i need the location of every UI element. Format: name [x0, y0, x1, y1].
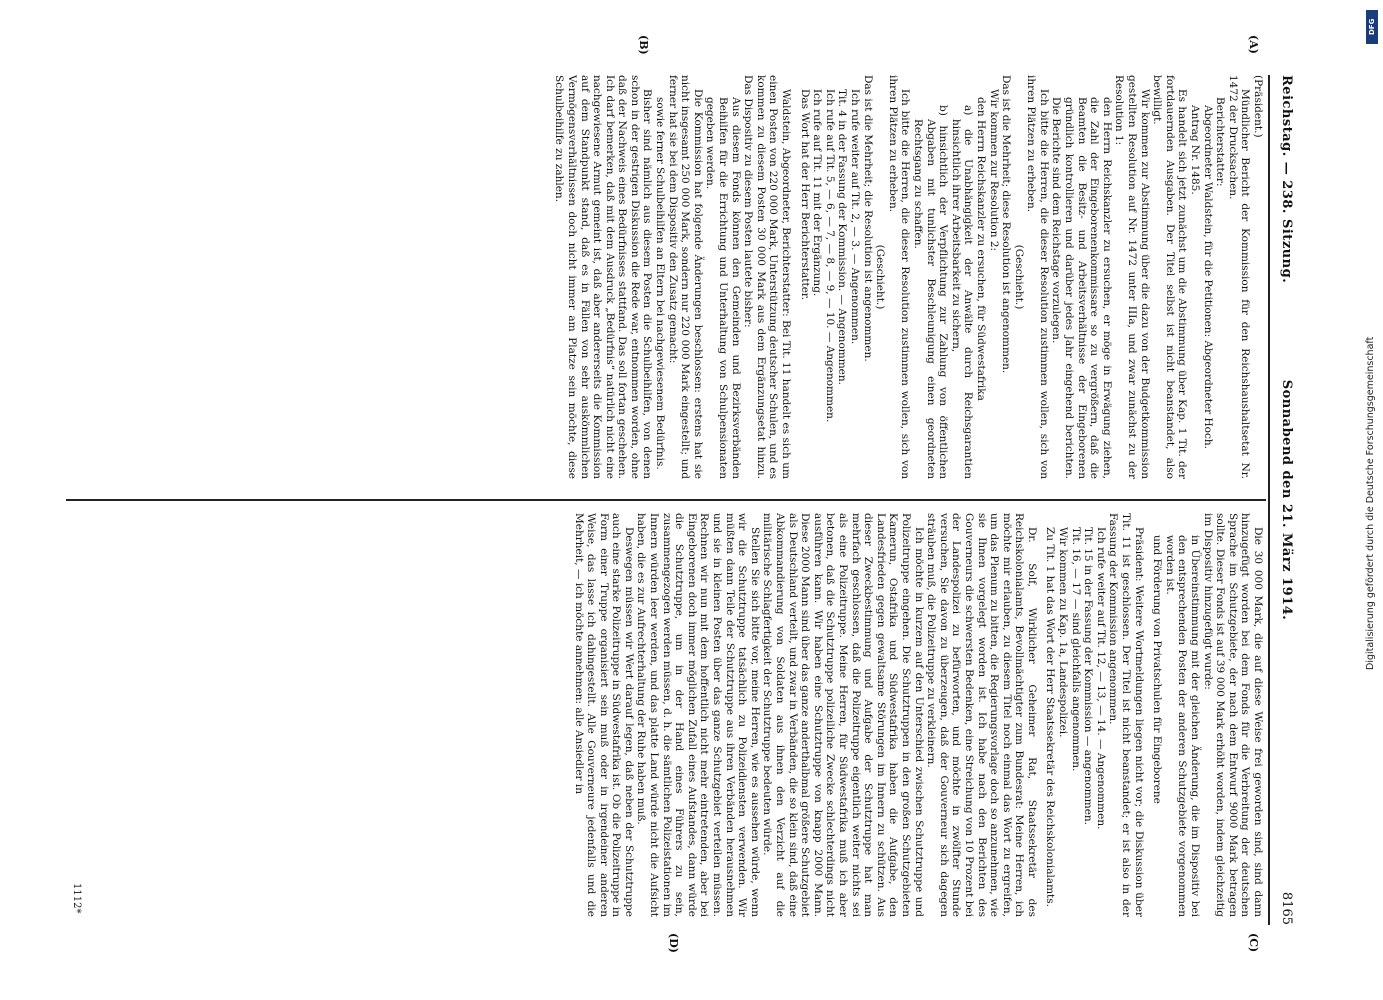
margin-marker-a: (A): [1247, 35, 1260, 54]
col-right-paragraph: und Förderung von Privatschulen für Eingeborene: [1151, 535, 1164, 804]
left-column: [84, 75, 1264, 479]
col-left-paragraph: den Herrn Reichskanzler zu ersuchen, für Südwestafrika: [974, 97, 987, 401]
col-left-paragraph: Die Kommission hat folgende Änderungen beschlossen: erstens hat sie nicht insgesamt 250 000 Mark, sondern nur 220 000 Mark eingestellt; und ferner hat sie bei dem Dispositiv den Zusatz gemacht:: [666, 75, 704, 479]
document-page: [60, 35, 1300, 953]
digitization-credit-text: Digitalisierung gefördert durch die Deutsche Forschungsgemeinschaft: [1365, 336, 1376, 670]
col-left-paragraph: Es handelt sich jetzt zunächst um die Abstimmung über Kap. 1 Tit. der fortdauernden Ausgaben. Der Titel selbst ist nicht beanstandet, also bewilligt.: [1151, 75, 1189, 479]
col-left-paragraph: Berichterstatter:: [1214, 97, 1227, 187]
col-right-paragraph: Tit. 15 in der Fassung der Kommission — angenommen.: [1082, 527, 1095, 826]
col-right-paragraph: Tit. 16, — 17 — sind gleichfalls angenommen.: [1069, 527, 1082, 772]
col-left-paragraph: Ich rufe weiter auf Tit. 2, — 3. — Angenommen.: [849, 89, 861, 345]
col-left-paragraph: Tit. 4 in der Fassung der Kommission. — Angenommen.: [836, 89, 849, 385]
col-right-paragraph: Dr. Solf, Wirklicher Geheimer Rat, Staatssekretär des Reichskolonialamts, Bevollmächtigter zum Bundesrat: Meine Herren, ich möchte mir erlauben, zu diesem Titel noch einmal das Wort zu ergreifen, um das Plenum zu bitten, die Regierungsvorlage doch so anzunehmen, wie sie Ihnen vorgelegt worden ist. Ich habe nach den Berichten des Gouverneurs die schwersten Bedenken, eine Streichung von 10 Prozent bei der Landespolizei zu befürworten, und möchte in zwölfter Stunde versuchen, Sie davon zu überzeugen, daß der Gouverneur sich dagegen sträuben muß, die Polizeitruppe zu verkleinern.: [925, 513, 1038, 917]
col-left-paragraph: (Geschieht.): [1012, 244, 1025, 310]
col-right-paragraph: Ich rufe weiter auf Tit. 12, — 13, — 14. — Angenommen.: [1094, 527, 1107, 830]
col-left-paragraph: sowie ferner Schulbeihilfen an Eltern bei nachgewiesenem Bedürfnis.: [654, 97, 667, 470]
col-right-paragraph: in Übereinstimmung mit der gleichen Änderung, die im Dispositiv bei den entsprechenden Posten der anderen Schutzgebiete vorgenommen worden ist.: [1163, 535, 1202, 917]
col-right-paragraph: Präsident: Weitere Wortmeldungen liegen nicht vor; die Diskussion über Tit. 11 ist geschlossen. Der Titel ist nicht beanstandet; er ist also in der Fassung der Kommission angenommen.: [1107, 513, 1145, 917]
margin-marker-b: (B): [637, 35, 650, 55]
col-right-paragraph: Stellen Sie sich bitte vor, meine Herren, wie es aussehen würde, wenn wir die Schutztruppe tatsächlich zu Polizeidiensten verwenden. Wir müßten dann Teile der Schutztruppe aus ihren Verbänden herausnehmen und sie in kleinen Posten über das ganze Schutzgebiet verteilen müssen. Rechnen wir nun mit dem hoffentlich nicht mehr eintretenden, aber bei Eingeborenen doch immer möglichen Zufall eines Aufstandes, dann würde die Schutztruppe, um in der Hand eines Führers zu sein, zusammengezogen werden müssen, d. h. die sämtlichen Polizeistationen im Innern würden leer werden, und das platte Land würde nicht die Aufsicht haben, die es zur Aufrechterhaltung der Ruhe haben muß.: [635, 513, 761, 917]
col-left-paragraph: Aus diesem Fonds können den Gemeinden und Bezirksverbänden Beihilfen für die Errichtung und Unterhaltung von Schulpensionaten gegeben werden.: [704, 97, 742, 479]
header-left: Reichstag. — 238. Sitzung.: [1279, 75, 1294, 284]
col-left-paragraph: Antrag Nr. 1485.: [1189, 105, 1202, 195]
col-right-paragraph: Ich möchte in kurzem auf den Unterschied zwischen Schutztruppe und Polizeitruppe eingehen. Die Schutztruppen in den großen Schutzgebieten Kamerun, Ostafrika und Südwestafrika haben die Aufgabe, den Landesfrieden gegen gewaltsame Störungen im Innern zu schützen. Aus dieser Zweckbestimmung und Aufgabe der Schutztruppe hat man mehrfach geschlossen, daß die Polizeitruppe eigentlich weiter nichts sei als eine Polizeitruppe. Meine Herren, für Südwestafrika muß ich aber betonen, daß die Schutztruppe polizeiliche Zwecke schlechterdings nicht ausführen kann. Wir haben eine Schutztruppe von knapp 2000 Mann. Diese 2000 Mann sind über das ganze anderthalbmal größere Schutzgebiet als Deutschland verteilt, und zwar in Verbänden, die so klein sind, daß eine Abkommandierung von Soldaten aus ihnen den Verzicht auf die militärische Schlagfertigkeit der Schutztruppe bedeuten würde.: [761, 513, 925, 917]
col-left-paragraph: Ich bitte die Herren, die dieser Resolution zustimmen wollen, sich von ihren Plätzen zu erheben.: [1025, 75, 1050, 479]
col-left-paragraph: Abgeordneter Waldstein, für die Petitionen: Abgeordneter Hoch.: [1201, 105, 1214, 449]
col-left-paragraph: Mündlicher Bericht der Kommission für den Reichshaushaltsetat Nr. 1472 der Drucksachen.: [1226, 75, 1252, 479]
col-right-paragraph: Wir kommen zu Kap. 1a, Landespolizei.: [1057, 527, 1070, 738]
col-left-paragraph: Wir kommen zur Resolution 2:: [987, 89, 1000, 252]
margin-marker-c: (C): [1247, 933, 1260, 953]
col-left-paragraph: (Präsident.): [1252, 75, 1264, 138]
col-left-paragraph: Bisher sind nämlich aus diesem Posten die Schulbeihilfen, von denen schon in der gestrigen Diskussion die Rede war, entnommen worden, ohne daß der Nachweis eines Bedürfnisses stattfand. Das soll fortan geschehen. Ich darf bemerken, daß mit dem Ausdruck „Bedürfnis“ natürlich nicht eine nachgewiesene Armut gemeint ist, daß aber andererseits die Kommission auf dem Standpunkt stand, daß es in Fällen von sehr auskömmlichen Vermögensverhältnissen doch nicht immer am Platze sein möchte, diese Schulbeihilfe zu zahlen.: [553, 75, 654, 479]
col-left-paragraph: Das Wort hat der Herr Berichterstatter.: [798, 89, 811, 301]
col-right-paragraph: Die 30 000 Mark, die auf diese Weise frei geworden sind, sind dann hinzugefügt worden bei dem Fonds für die Verbreitung der deutschen Sprache im Schutzgebiete, der nach dem Entwurf 9000 Mark betragen sollte. Dieser Fonds ist auf 39 000 Mark erhöht worden, indem gleichzeitig im Dispositiv hinzugefügt wurde:: [1201, 513, 1264, 917]
right-column: [84, 513, 1264, 917]
dfg-logo: DFG: [1366, 10, 1378, 44]
margin-marker-d: (D): [667, 933, 680, 953]
col-left-paragraph: Ich rufe auf Tit. 11 mit der Ergänzung.: [811, 89, 824, 297]
col-left-paragraph: a) die Unabhängigkeit der Anwälte durch Reichsgarantien hinsichtlich ihrer Arbeitsbarkeit zu sichern,: [949, 105, 975, 479]
col-left-paragraph: Ich bitte die Herren, die dieser Resolution zustimmen wollen, sich von ihren Plätzen zu erheben.: [886, 75, 912, 479]
col-left-paragraph: Wir kommen zur Abstimmung über die dazu von der Budgetkommission gestellten Resolution auf Nr. 1472 unter IIIa, und zwar zunächst zu der Resolution 1:: [1113, 75, 1151, 479]
col-left-paragraph: Das ist die Mehrheit; die Resolution ist angenommen.: [861, 75, 874, 362]
col-right-paragraph: Zu Tit. 1 hat das Wort der Herr Staatssekretär des Reichskolonialamts.: [1044, 527, 1057, 907]
col-left-paragraph: Das ist die Mehrheit; diese Resolution ist angenommen.: [1000, 75, 1013, 374]
col-left-paragraph: Waldstein, Abgeordneter, Berichterstatter: Bei Tit. 11 handelt es sich um einen Posten von 220 000 Mark, Unterstützung deutscher Schulen, und es kommen zu diesem Posten 30 000 Mark aus dem Ergänzungsetat hinzu. Das Dispositiv zu diesem Posten lautete bisher:: [742, 75, 793, 479]
page-number: 8165: [1279, 891, 1294, 925]
col-left-paragraph: den Herrn Reichskanzler zu ersuchen, er möge in Erwägung ziehen, die Zahl der Eingeborenenkommissare so zu vergrößern, daß die Beamten die Besitz- und Arbeitsverhältnisse der Eingeborenen gründlich kontrollieren und darüber jedes Jahr eingehend berichten. Die Berichte sind dem Reichstage vorzulegen.: [1050, 97, 1113, 479]
column-rule: [66, 499, 1266, 501]
col-left-paragraph: b) hinsichtlich der Verpflichtung zur Zahlung von öffentlichen Abgaben mit tunlichster Beschleunigung einen geordneten Rechtsgang zu schaffen.: [911, 105, 950, 479]
page-header: [1272, 75, 1300, 925]
col-left-paragraph: Ich rufe auf Tit. 5, — 6, — 7, — 8, — 9, — 10. — Angenommen.: [823, 89, 836, 423]
header-rule: [1269, 75, 1271, 925]
digitization-credit: [1365, 10, 1379, 990]
header-date: Sonnabend den 21. März 1914.: [1279, 379, 1294, 621]
col-right-paragraph: Deswegen müssen wir Wert darauf legen, daß neben der Schutztruppe auch eine starke Polizeitruppe in Südwestafrika ist. Ob die Polizeitruppe in Form einer Truppe organisiert sein muß oder in irgendeiner anderen Weise, das lasse ich dahingestellt. Alle Gouverneure jedenfalls und die Mehrheit, — ich möchte annehmen: alle Ansiedler in: [572, 513, 635, 917]
signature-mark: 1112*: [71, 883, 82, 914]
col-left-paragraph: (Geschieht.): [874, 244, 887, 310]
